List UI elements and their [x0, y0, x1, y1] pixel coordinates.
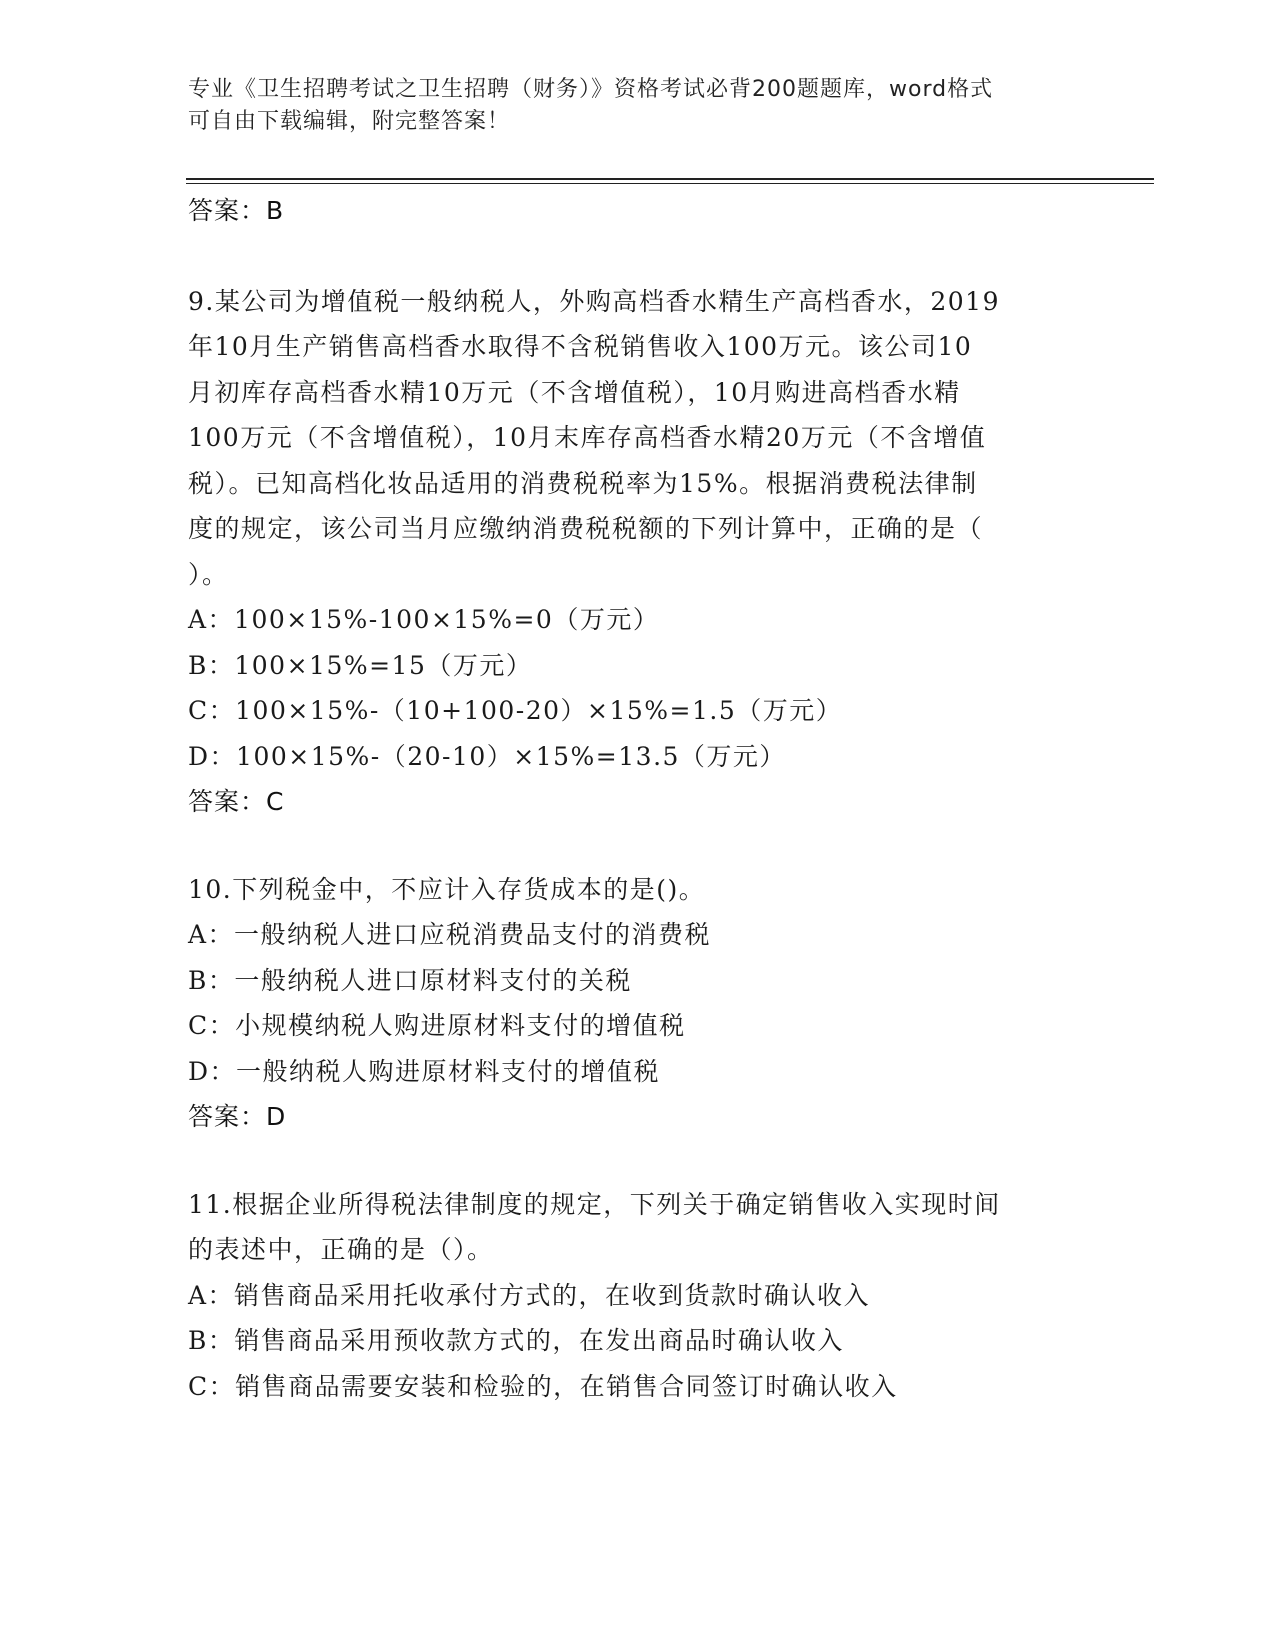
- question-10-option-c: C：小规模纳税人购进原材料支付的增值税: [188, 1011, 686, 1040]
- question-10-option-d: D：一般纳税人购进原材料支付的增值税: [188, 1056, 661, 1086]
- question-9-option-a: A：100×15%-100×15%=0（万元）: [188, 605, 660, 634]
- question-9: [188, 279, 1088, 825]
- document-header: [188, 74, 1068, 138]
- answer-previous-question: 答案：B: [188, 196, 285, 225]
- question-9-option-c: C：100×15%-（10+100-20）×15%=1.5（万元）: [188, 696, 843, 725]
- question-10-answer: 答案：D: [188, 1102, 287, 1131]
- question-9-text-line: 100万元（不含增值税），10月末库存高档香水精20万元（不含增值: [188, 423, 987, 452]
- question-11-option-a: A：销售商品采用托收承付方式的，在收到货款时确认收入: [188, 1280, 871, 1310]
- question-9-text-line: 年10月生产销售高档香水取得不含税销售收入100万元。该公司10: [188, 332, 973, 361]
- question-9-text-line: 月初库存高档香水精10万元（不含增值税），10月购进高档香水精: [188, 377, 961, 407]
- question-9-text-line: 9.某公司为增值税一般纳税人，外购高档香水精生产高档香水，2019: [188, 286, 1000, 316]
- header-divider-thin: [186, 183, 1154, 184]
- question-9-text-line: 度的规定，该公司当月应缴纳消费税税额的下列计算中，正确的是（: [188, 514, 984, 543]
- question-9-answer: 答案：C: [188, 787, 285, 816]
- question-9-option-b: B：100×15%=15（万元）: [188, 650, 533, 680]
- header-title-line-1: 专业《卫生招聘考试之卫生招聘（财务）》资格考试必背200题题库，word格式: [188, 77, 994, 102]
- question-11-text-line: 的表述中，正确的是（）。: [188, 1235, 494, 1264]
- question-9-option-d: D：100×15%-（20-10）×15%=13.5（万元）: [188, 741, 786, 771]
- question-11-text-line: 11.根据企业所得税法律制度的规定，下列关于确定销售收入实现时间: [188, 1189, 1001, 1219]
- question-10: [188, 867, 1088, 1140]
- question-10-option-a: A：一般纳税人进口应税消费品支付的消费税: [188, 920, 712, 949]
- question-11-option-b: B：销售商品采用预收款方式的，在发出商品时确认收入: [188, 1326, 844, 1355]
- question-9-text-line: ）。: [188, 559, 229, 589]
- question-11: [188, 1182, 1088, 1410]
- spacer: [188, 1140, 1088, 1182]
- spacer: [188, 234, 1088, 279]
- question-10-text-line: 10.下列税金中，不应计入存货成本的是()。: [188, 874, 706, 904]
- spacer: [188, 825, 1088, 867]
- question-10-option-b: B：一般纳税人进口原材料支付的关税: [188, 965, 632, 995]
- question-9-text-line: 税）。已知高档化妆品适用的消费税税率为15%。根据消费税法律制: [188, 468, 978, 498]
- header-divider: [186, 178, 1154, 180]
- document-body: [188, 188, 1088, 1409]
- header-title-line-2: 可自由下载编辑，附完整答案！: [188, 109, 511, 134]
- question-11-option-c: C：销售商品需要安装和检验的，在销售合同签订时确认收入: [188, 1371, 898, 1401]
